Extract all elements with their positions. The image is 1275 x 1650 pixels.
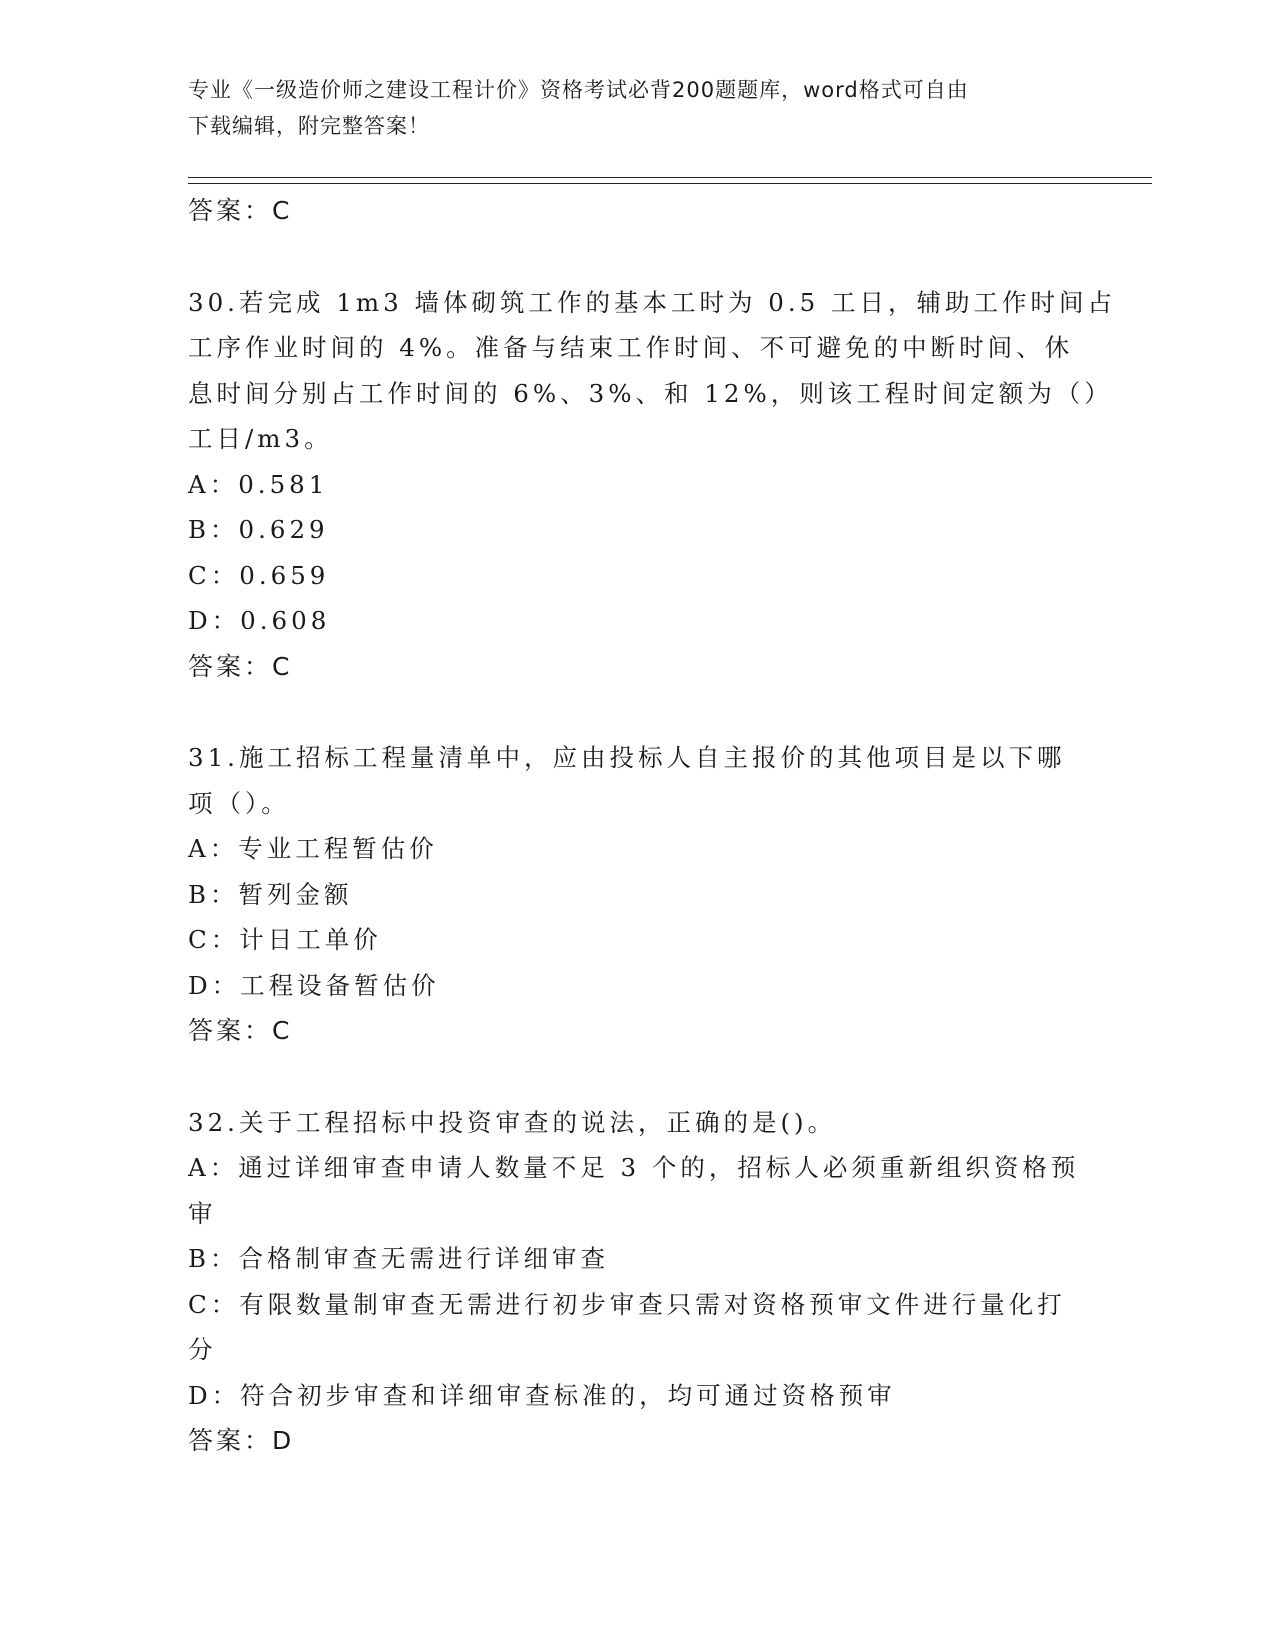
header-line-1: 专业《一级造价师之建设工程计价》资格考试必背200题题库，word格式可自由 (188, 78, 969, 102)
spacer (188, 689, 1088, 735)
answer: 答案：C (188, 1016, 293, 1045)
option-d: D：工程设备暂估价 (188, 970, 440, 1000)
header-divider-bottom (188, 183, 1152, 184)
question-text-line: 工日/m3。 (188, 424, 333, 453)
question-text-line: 31.施工招标工程量清单中，应由投标人自主报价的其他项目是以下哪 (188, 743, 1066, 772)
option-c: C：有限数量制审查无需进行初步审查只需对资格预审文件进行量化打 (188, 1289, 1066, 1319)
question-content (188, 188, 1116, 1464)
option-a-continued: 审 (188, 1198, 217, 1228)
answer: 答案：D (188, 1426, 295, 1455)
page-header (188, 72, 1068, 144)
question-32 (188, 1100, 1088, 1464)
question-31 (188, 735, 1088, 1054)
option-b: B：暂列金额 (188, 879, 353, 909)
option-c: C：计日工单价 (188, 925, 382, 954)
question-text-line: 30.若完成 1m3 墙体砌筑工作的基本工时为 0.5 工日，辅助工作时间占 (188, 287, 1116, 317)
option-b: B：0.629 (188, 515, 329, 544)
answer: 答案：C (188, 651, 293, 681)
spacer (188, 234, 1088, 280)
option-d: D：符合初步审查和详细审查标准的，均可通过资格预审 (188, 1380, 896, 1410)
question-text-line: 工序作业时间的 4%。准备与结束工作时间、不可避免的中断时间、休 (188, 333, 1074, 362)
previous-answer: 答案：C (188, 196, 293, 225)
question-text-line: 项（）。 (188, 788, 290, 818)
option-b: B：合格制审查无需进行详细审查 (188, 1244, 610, 1273)
option-c: C：0.659 (188, 560, 330, 590)
option-d: D：0.608 (188, 606, 331, 635)
header-line-2: 下载编辑，附完整答案！ (188, 114, 430, 138)
option-a: A：通过详细审查申请人数量不足 3 个的，招标人必须重新组织资格预 (188, 1153, 1080, 1182)
header-divider-top (188, 177, 1152, 178)
question-text-line: 息时间分别占工作时间的 6%、3%、和 12%，则该工程时间定额为（） (188, 378, 1113, 408)
question-text-line: 32.关于工程招标中投资审查的说法，正确的是()。 (188, 1107, 837, 1137)
option-c-continued: 分 (188, 1335, 217, 1364)
option-a: A：专业工程暂估价 (188, 834, 438, 863)
option-a: A：0.581 (188, 469, 329, 499)
question-30 (188, 280, 1116, 690)
spacer (188, 1054, 1088, 1100)
